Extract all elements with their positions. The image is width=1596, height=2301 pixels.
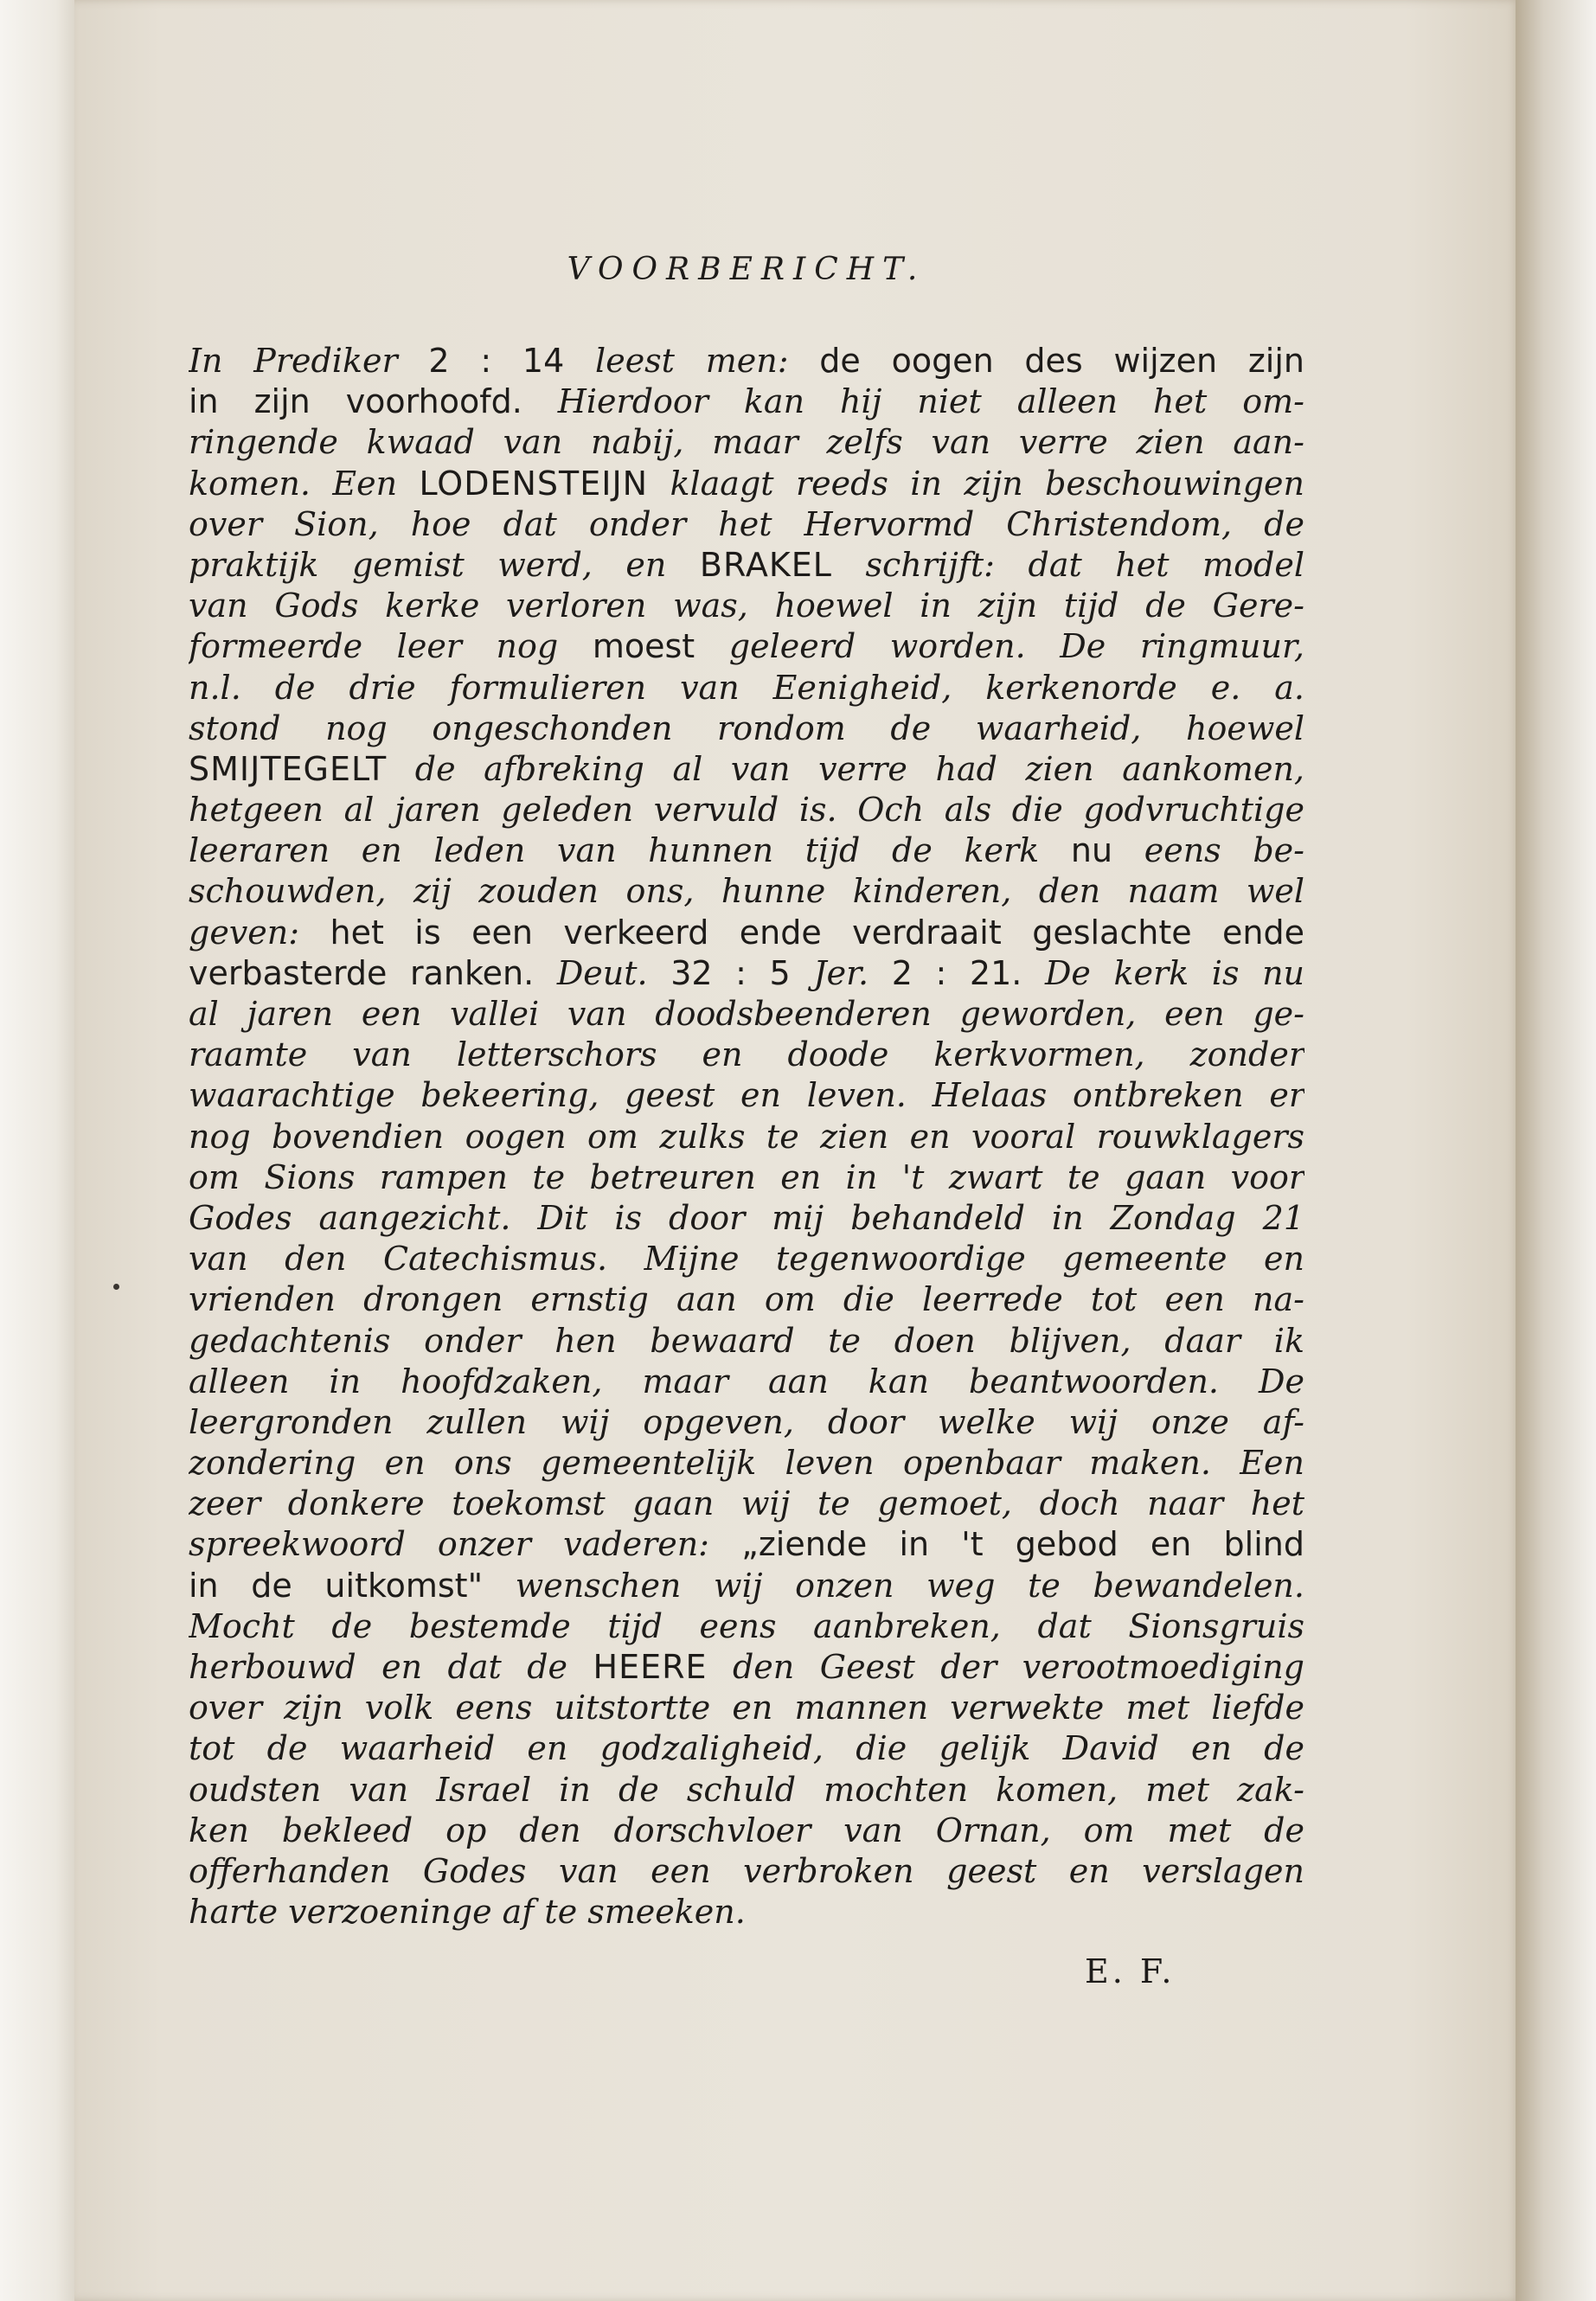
text-line (189, 1035, 1304, 1075)
text-line (189, 341, 1304, 381)
text-segment: Jer. (813, 953, 892, 992)
text-segment: n.l. de drie formulieren van Eenigheid, kerkenorde e. a. (189, 668, 1304, 707)
text-segment: HEERE (593, 1648, 708, 1686)
text-segment: van den Catechismus. Mijne tegenwoordige gemeente en (189, 1240, 1304, 1279)
text-segment: over Sion, hoe dat onder het Hervormd Christendom, de (189, 504, 1304, 543)
text-segment: waarachtige bekeering, geest en leven. Helaas ontbreken er (189, 1076, 1304, 1115)
text-segment: ringende kwaad van nabij, maar zelfs van verre zien aan- (189, 423, 1304, 462)
text-segment: de oogen des wijzen zijn (819, 342, 1304, 380)
text-segment: tot de waarheid en godzaligheid, die gelijk David en de (189, 1729, 1304, 1768)
text-segment: moest (592, 627, 729, 666)
text-segment: zondering en ons gemeentelijk leven openbaar maken. Een (189, 1444, 1304, 1483)
signature-initials: E. F. (1085, 1952, 1176, 1990)
text-line (189, 504, 1304, 545)
text-line (189, 422, 1304, 463)
text-segment: in zijn voorhoofd. (189, 382, 558, 421)
margin-dot-mark (113, 1284, 119, 1290)
text-segment: schrijft: dat het model (831, 545, 1304, 584)
text-segment: schouwden, zij zouden ons, hunne kinderen, den naam wel (189, 872, 1304, 911)
text-line (189, 1811, 1304, 1851)
text-segment: geven: (189, 913, 330, 952)
text-segment: offerhanden Godes van een verbroken geest en verslagen (189, 1851, 1304, 1890)
text-segment: Hierdoor kan hij niet alleen het om- (557, 382, 1304, 421)
text-line (189, 1688, 1304, 1728)
text-line (189, 1362, 1304, 1402)
page-edge-shadow (1516, 0, 1596, 2301)
text-line (189, 1566, 1304, 1606)
text-segment: leeraren en leden van hunnen tijd de kerk (189, 831, 1071, 870)
text-line (189, 1443, 1304, 1484)
text-segment: De kerk is nu (1044, 953, 1304, 992)
text-line (189, 1157, 1304, 1198)
text-segment: SMIJTEGELT (189, 749, 388, 788)
text-segment: raamte van letterschors en doode kerkvormen, zonder (189, 1035, 1304, 1074)
text-segment: „ziende in 't gebod en blind (741, 1525, 1304, 1564)
text-segment: oudsten van Israel in de schuld mochten komen, met zak- (189, 1770, 1304, 1809)
text-segment: LODENSTEIJN (419, 464, 649, 503)
text-segment: formeerde leer nog (189, 627, 593, 666)
text-segment: nu (1070, 831, 1144, 870)
text-segment: geleerd worden. De ringmuur, (728, 627, 1304, 666)
text-segment: nog bovendien oogen om zulks te zien en vooral rouwklagers (189, 1117, 1304, 1156)
text-segment: van Gods kerke verloren was, hoewel in zijn tijd de Gere- (189, 586, 1304, 625)
text-segment: alleen in hoofdzaken, maar aan kan beantwoorden. De (189, 1362, 1304, 1400)
text-line (189, 1279, 1304, 1320)
text-segment: verbasterde ranken. (189, 953, 557, 992)
text-line (189, 913, 1304, 953)
text-line (189, 1075, 1304, 1116)
text-line (189, 1484, 1304, 1524)
text-segment: leest men: (595, 342, 820, 380)
text-line (189, 1892, 1304, 1932)
text-segment: zeer donkere toekomst gaan wij te gemoet, doch naar het (189, 1484, 1304, 1523)
text-segment: gedachtenis onder hen bewaard te doen blijven, daar ik (189, 1321, 1304, 1360)
text-segment: het is een verkeerd ende verdraait geslachte ende (330, 913, 1304, 952)
text-line (189, 1647, 1304, 1688)
text-line (189, 1239, 1304, 1279)
text-segment: BRAKEL (699, 545, 832, 584)
text-segment: de afbreking al van verre had zien aankomen, (387, 749, 1304, 788)
text-line (189, 790, 1304, 830)
text-segment: 2 : 14 (428, 342, 596, 380)
text-segment: Deut. (556, 953, 671, 992)
text-line (189, 1728, 1304, 1769)
page-title: VOORBERICHT. (567, 252, 926, 287)
text-segment: praktijk gemist werd, en (189, 545, 700, 584)
text-line (189, 749, 1304, 790)
text-segment: in de uitkomst" (189, 1566, 516, 1605)
text-segment: ken bekleed op den dorschvloer van Ornan, om met de (189, 1811, 1304, 1849)
text-segment: wenschen wij onzen weg te bewandelen. (515, 1566, 1304, 1605)
text-segment: vrienden drongen ernstig aan om die leerrede tot een na- (189, 1280, 1304, 1319)
text-segment: 32 : 5 (670, 953, 814, 992)
text-segment: over zijn volk eens uitstortte en mannen verwekte met liefde (189, 1689, 1304, 1727)
text-line (189, 1321, 1304, 1362)
text-segment: leergronden zullen wij opgeven, door welke wij onze af- (189, 1402, 1304, 1441)
text-segment: om Sions rampen te betreuren en in 't zwart te gaan voor (189, 1157, 1304, 1196)
text-segment: hetgeen al jaren geleden vervuld is. Och als die godvruchtige (189, 791, 1304, 830)
text-segment: komen. Een (189, 464, 420, 503)
text-line (189, 871, 1304, 912)
text-segment: Godes aangezicht. Dit is door mij behandeld in Zondag 21 (189, 1198, 1304, 1237)
text-line (189, 1402, 1304, 1443)
text-line (189, 1851, 1304, 1892)
text-line (189, 464, 1304, 504)
text-line (189, 668, 1304, 708)
text-segment: spreekwoord onzer vaderen: (189, 1525, 742, 1564)
text-line (189, 586, 1304, 626)
text-line (189, 708, 1304, 749)
text-segment: eens be- (1144, 831, 1304, 870)
text-segment: herbouwd en dat de (189, 1648, 593, 1686)
text-segment: In Prediker (189, 342, 429, 380)
text-line (189, 626, 1304, 667)
text-line (189, 994, 1304, 1035)
text-segment: den Geest der verootmoediging (707, 1648, 1304, 1686)
text-line (189, 1524, 1304, 1565)
text-segment: al jaren een vallei van doodsbeenderen geworden, een ge- (189, 995, 1304, 1033)
text-line (189, 830, 1304, 871)
text-line (189, 1606, 1304, 1647)
text-line (189, 1770, 1304, 1811)
text-line (189, 953, 1304, 994)
text-segment: Mocht de bestemde tijd eens aanbreken, dat Sionsgruis (189, 1606, 1304, 1645)
text-line (189, 545, 1304, 586)
text-line (189, 1117, 1304, 1157)
text-segment: klaagt reeds in zijn beschouwingen (648, 464, 1304, 503)
scan-background-left (0, 0, 80, 2301)
text-segment: stond nog ongeschonden rondom de waarheid, hoewel (189, 708, 1304, 747)
preface-paragraph (189, 341, 1304, 1932)
text-segment: harte verzoeninge af te smeeken. (189, 1893, 746, 1932)
text-line (189, 381, 1304, 422)
text-segment: 2 : 21. (891, 953, 1045, 992)
text-line (189, 1198, 1304, 1239)
text-block (189, 251, 1304, 1932)
